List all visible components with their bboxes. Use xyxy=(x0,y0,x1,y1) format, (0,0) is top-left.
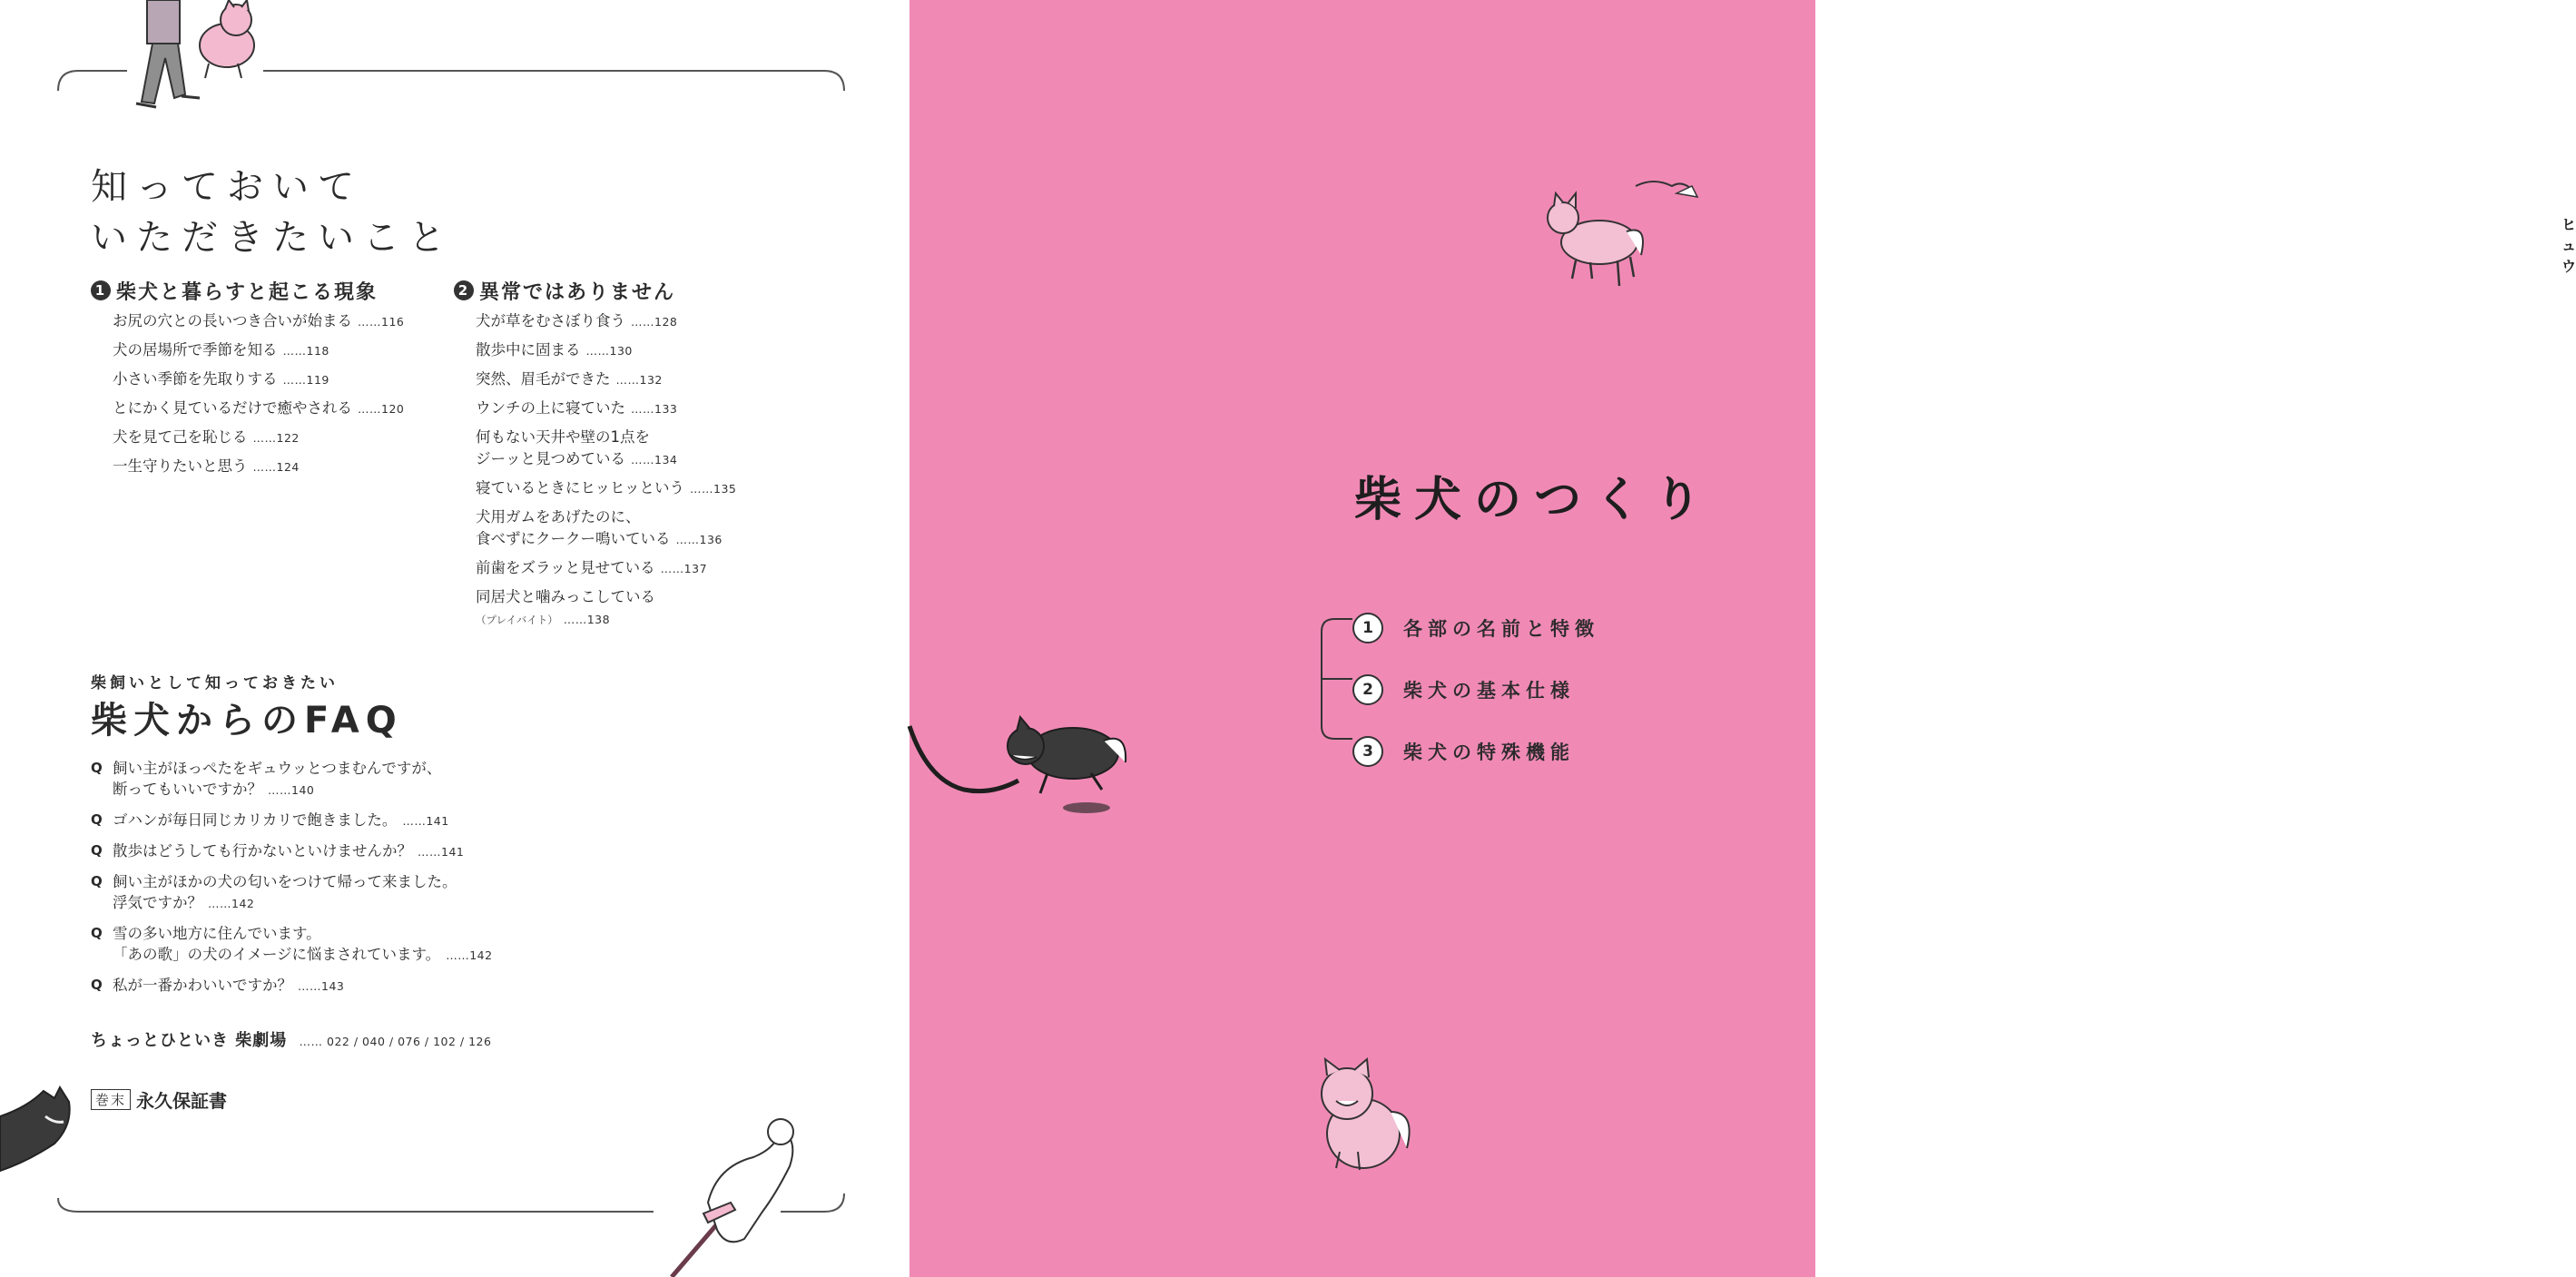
section-2 xyxy=(454,274,736,637)
shiba-wind-illustration xyxy=(1536,177,1735,295)
q-mark: Q xyxy=(91,842,103,859)
toc-item-text: お尻の穴との長いつき合いが始まる xyxy=(113,312,352,329)
wind-sound-effect: ヒュウ xyxy=(2561,216,2576,275)
toc-item-text: とにかく見ているだけで癒やされる xyxy=(113,399,352,417)
toc-item[interactable]: ウンチの上に寝ていた ……133 xyxy=(476,399,678,417)
toc-item[interactable]: 前歯をズラッと見せている ……137 xyxy=(476,559,708,576)
chapter-item-label: 柴犬の基本仕様 xyxy=(1403,680,1575,702)
toc-item-page: ……130 xyxy=(585,344,633,358)
interlude-pages: …… 022 / 040 / 076 / 102 / 126 xyxy=(299,1035,492,1048)
toc-item-page: ……135 xyxy=(690,482,737,496)
toc-item[interactable]: 寝ているときにヒッヒッという ……135 xyxy=(476,479,737,496)
toc-item-page: ……136 xyxy=(675,533,723,546)
section-1-number: 1 xyxy=(91,280,111,300)
toc-item-page: ……116 xyxy=(358,315,405,329)
toc-item[interactable]: 同居犬と噛みっこしている （プレイバイト） ……138 xyxy=(476,588,655,626)
section-1-heading xyxy=(91,274,404,307)
chapter-item[interactable] xyxy=(1352,597,1599,659)
toc-item[interactable] xyxy=(113,339,404,362)
toc-item[interactable]: 犬用ガムをあげたのに、 食べずにクークー鳴いている ……136 xyxy=(476,508,723,547)
section-2-heading xyxy=(454,274,736,307)
section-2-list xyxy=(476,310,736,631)
toc-item-page: ……124 xyxy=(252,460,300,474)
chapter-item-number: 2 xyxy=(1352,674,1383,705)
toc-item-page: ……138 xyxy=(563,613,611,626)
q-mark: Q xyxy=(91,977,103,993)
appendix-entry[interactable] xyxy=(91,1086,227,1113)
appendix-tag: 巻末 xyxy=(91,1089,131,1110)
toc-item-page: ……137 xyxy=(660,562,708,575)
right-page xyxy=(909,0,2576,1277)
toc-item-page: ……122 xyxy=(252,431,300,445)
toc-item-page: ……118 xyxy=(282,344,329,358)
q-mark: Q xyxy=(91,760,103,776)
interlude-entry[interactable] xyxy=(91,1027,491,1051)
left-page xyxy=(0,0,909,1277)
chapter-item-number: 3 xyxy=(1352,736,1383,767)
toc-item-text: 一生守りたいと思う xyxy=(113,457,248,475)
toc-item-text: 小さい季節を先取りする xyxy=(113,370,278,388)
toc-item[interactable] xyxy=(113,456,404,478)
faq-item[interactable]: Q 私が一番かわいいですか？ ……143 xyxy=(91,975,493,997)
chapter-title: 柴犬のつくり xyxy=(1354,473,1715,527)
toc-item-page: ……120 xyxy=(358,402,405,416)
faq-item[interactable]: Q 飼い主がほかの犬の匂いをつけて帰って来ました。 浮気ですか？ ……142 xyxy=(91,871,493,914)
toc-item[interactable] xyxy=(113,398,404,420)
chapter-item[interactable] xyxy=(1352,721,1599,782)
toc-item[interactable] xyxy=(113,427,404,449)
section-1-list xyxy=(113,310,404,478)
faq-item[interactable]: Q 雪の多い地方に住んでいます。 「あの歌」の犬のイメージに悩まされています。 ……142 xyxy=(91,923,493,966)
toc-item-page: ……132 xyxy=(615,373,663,387)
faq-item[interactable]: Q 散歩はどうしても行かないといけませんか？ ……141 xyxy=(91,840,493,862)
toc-title xyxy=(91,162,454,263)
faq-item[interactable]: Q 飼い主がほっぺたをギュウッとつまむんですが、 断ってもいいですか？ ……140 xyxy=(91,758,493,801)
toc-item[interactable]: 犬が草をむさぼり食う ……128 xyxy=(476,312,678,329)
q-mark: Q xyxy=(91,811,103,828)
toc-item[interactable]: 何もない天井や壁の1点を ジーッと見つめている ……134 xyxy=(476,428,678,467)
faq-kicker: 柴飼いとして知っておきたい xyxy=(91,674,339,693)
chapter-item[interactable] xyxy=(1352,659,1599,721)
faq-title: 柴犬からのFAQ xyxy=(91,700,403,742)
interlude-label: ちょっとひといき 柴劇場 xyxy=(91,1031,288,1050)
chapter-contents xyxy=(1352,597,1599,782)
black-dog-corner-illustration xyxy=(0,1080,82,1180)
chapter-item-label: 柴犬の特殊機能 xyxy=(1403,742,1575,763)
title-line-2: いただきたいこと xyxy=(91,217,454,259)
toc-item-page: ……119 xyxy=(282,373,329,387)
section-1 xyxy=(91,274,404,485)
white-dog-on-leash-illustration xyxy=(617,1112,799,1277)
chapter-item-number: 1 xyxy=(1352,613,1383,643)
bracket-connector xyxy=(1309,612,1354,746)
toc-item-page: ……128 xyxy=(631,315,678,329)
sitting-shiba-illustration xyxy=(1300,1057,1427,1175)
toc-item[interactable] xyxy=(113,368,404,391)
toc-item-text: 犬を見て己を恥じる xyxy=(113,428,248,446)
faq-list xyxy=(91,758,493,1006)
toc-item-page: ……134 xyxy=(631,453,678,467)
black-dog-running-illustration xyxy=(909,708,1164,826)
section-2-title: 異常ではありません xyxy=(479,280,676,304)
faq-item[interactable]: Q ゴハンが毎日同じカリカリで飽きました。 ……141 xyxy=(91,810,493,831)
toc-item[interactable]: 散歩中に固まる ……130 xyxy=(476,341,633,359)
q-mark: Q xyxy=(91,925,103,941)
chapter-item-label: 各部の名前と特徴 xyxy=(1403,618,1599,640)
appendix-label: 永久保証書 xyxy=(136,1090,228,1112)
toc-item[interactable]: 突然、眉毛ができた ……132 xyxy=(476,370,663,388)
title-line-1: 知っておいて xyxy=(91,166,363,208)
q-mark: Q xyxy=(91,873,103,889)
toc-item-page: ……133 xyxy=(631,402,678,416)
section-2-number: 2 xyxy=(454,280,474,300)
toc-item-text: 犬の居場所で季節を知る xyxy=(113,341,278,359)
section-1-title: 柴犬と暮らすと起こる現象 xyxy=(116,280,379,304)
toc-item[interactable] xyxy=(113,310,404,333)
held-dog-illustration xyxy=(182,0,272,82)
